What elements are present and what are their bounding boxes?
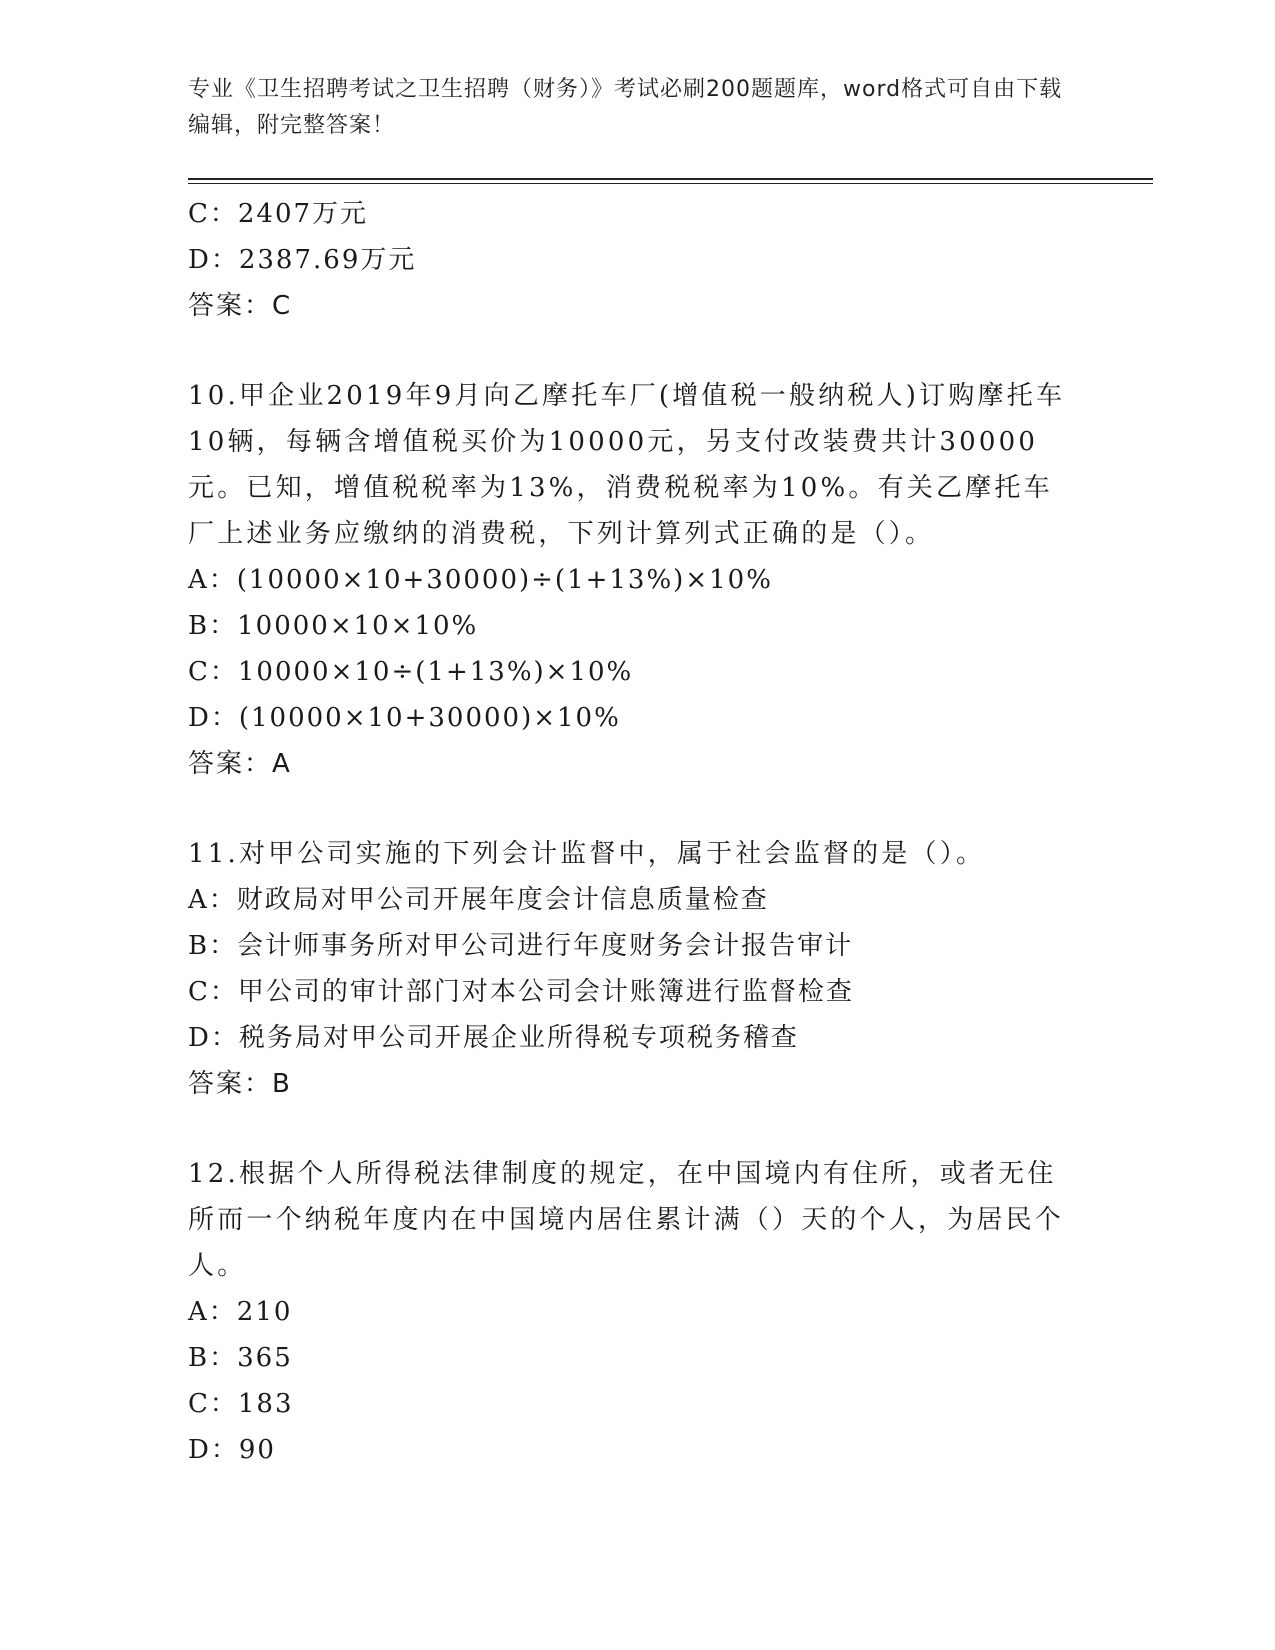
option-c: C：183	[188, 1389, 294, 1419]
option-a: A：210	[188, 1297, 293, 1327]
question-10	[188, 373, 1088, 787]
option-a: A：(10000×10+30000)÷(1+13%)×10%	[188, 565, 773, 595]
option-c: C：甲公司的审计部门对本公司会计账簿进行监督检查	[188, 977, 854, 1007]
spacer	[188, 1107, 1088, 1151]
option-d: D：(10000×10+30000)×10%	[188, 703, 621, 733]
question-text: 12.根据个人所得税法律制度的规定，在中国境内有住所，或者无住所而一个纳税年度内在中国境内居住累计满（）天的个人，为居民个人。	[188, 1159, 1065, 1281]
document-body	[188, 191, 1088, 1473]
option-a: A：财政局对甲公司开展年度会计信息质量检查	[188, 885, 769, 915]
answer-line: 答案：B	[188, 1069, 292, 1099]
option-c: C：2407万元	[188, 199, 369, 229]
spacer	[188, 787, 1088, 831]
option-c: C：10000×10÷(1+13%)×10%	[188, 657, 634, 687]
option-d: D：90	[188, 1435, 276, 1465]
answer-line: 答案：C	[188, 291, 293, 321]
option-b: B：10000×10×10%	[188, 611, 479, 641]
question-12	[188, 1151, 1088, 1473]
header-rule-thin	[188, 183, 1153, 184]
answer-line: 答案：A	[188, 749, 292, 779]
page-header: 专业《卫生招聘考试之卫生招聘（财务）》考试必刷200题题库，word格式可自由下载编辑，附完整答案！	[188, 77, 1063, 138]
question-text: 10.甲企业2019年9月向乙摩托车厂(增值税一般纳税人)订购摩托车10辆，每辆含增值税买价为10000元，另支付改装费共计30000元。已知，增值税税率为13%，消费税税率为10%。有关乙摩托车厂上述业务应缴纳的消费税，下列计算列式正确的是（）。	[188, 381, 1066, 549]
option-d: D：税务局对甲公司开展企业所得税专项税务稽查	[188, 1023, 799, 1053]
option-b: B：365	[188, 1343, 293, 1373]
question-11	[188, 831, 1088, 1107]
question-text: 11.对甲公司实施的下列会计监督中，属于社会监督的是（）。	[188, 839, 986, 869]
header-rule-thick	[188, 178, 1153, 180]
spacer	[188, 329, 1088, 373]
prev-question-tail	[188, 191, 1088, 329]
option-b: B：会计师事务所对甲公司进行年度财务会计报告审计	[188, 931, 854, 961]
option-d: D：2387.69万元	[188, 245, 417, 275]
